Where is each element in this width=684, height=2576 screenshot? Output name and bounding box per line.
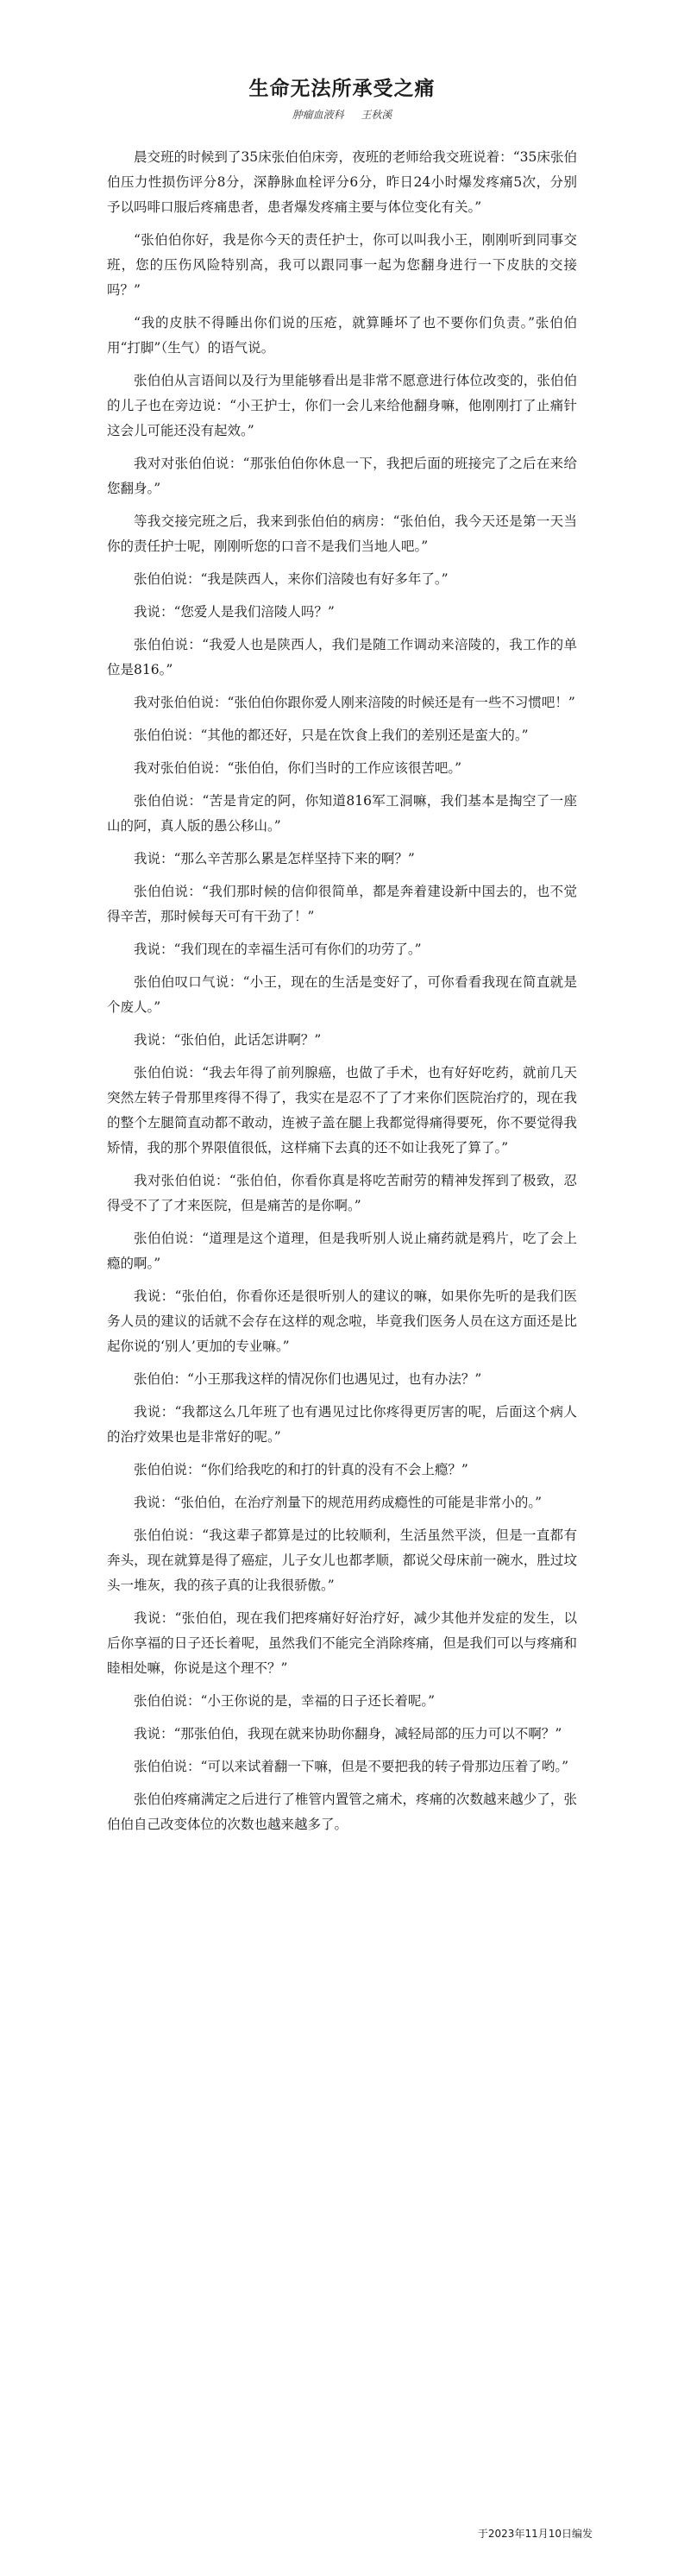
- paragraph: 我说：“您爱人是我们涪陵人吗？”: [134, 604, 335, 620]
- paragraph: 我说：“张伯伯，现在我们把疼痛好好治疗好，减少其他并发症的发生，以后你享福的日子还长着呢，虽然我们不能完全消除疼痛，但是我们可以与疼痛和睦相处嘛，你说是这个理不？”: [107, 1610, 577, 1676]
- article-title: 生命无法所承受之痛: [248, 78, 436, 100]
- paragraph: 张伯伯说：“我是陕西人，来你们涪陵也有好多年了。”: [134, 571, 449, 587]
- paragraph: 张伯伯说：“我爱人也是陕西人，我们是随工作调动来涪陵的，我工作的单位是816。”: [107, 637, 577, 677]
- paragraph: 我说：“那张伯伯，我现在就来协助你翻身，减轻局部的压力可以不啊？”: [134, 1726, 562, 1741]
- paragraph: 张伯伯说：“道理是这个道理，但是我听别人说止痛药就是鸦片，吃了会上瘾的啊。”: [107, 1231, 577, 1271]
- author-name: 王秋溪: [361, 109, 392, 121]
- paragraph: 等我交接完班之后，我来到张伯伯的病房：“张伯伯，我今天还是第一天当你的责任护士呢，刚刚听您的口音不是我们当地人吧。”: [107, 513, 577, 554]
- paragraph: 张伯伯说：“我们那时候的信仰很简单，都是奔着建设新中国去的，也不觉得辛苦，那时候每天可有干劲了！”: [107, 884, 577, 924]
- paragraph: 我说：“张伯伯，此话怎讲啊？”: [134, 1032, 322, 1048]
- publish-date: 于2023年11月10日编发: [477, 2528, 593, 2540]
- paragraph: “我的皮肤不得睡出你们说的压疮，就算睡坏了也不要你们负责。”张伯伯用“打脚”（生气）的语气说。: [107, 315, 577, 356]
- paragraph: 我对张伯伯说：“张伯伯，你看你真是将吃苦耐劳的精神发挥到了极致，忍得受不了了才来医院，但是痛苦的是你啊。”: [107, 1173, 577, 1213]
- paragraph: 我说：“张伯伯，在治疗剂量下的规范用药成瘾性的可能是非常小的。”: [134, 1495, 543, 1510]
- paragraph: 我对张伯伯说：“张伯伯，你们当时的工作应该很苦吧。”: [134, 760, 462, 776]
- paragraph: 晨交班的时候到了35床张伯伯床旁，夜班的老师给我交班说着：“35床张伯伯压力性损伤评分8分，深静脉血栓评分6分，昨日24小时爆发疼痛5次，分别予以吗啡口服后疼痛患者，患者爆发疼痛主要与体位变化有关。”: [107, 149, 577, 215]
- paragraph: 张伯伯叹口气说：“小王，现在的生活是变好了，可你看看我现在简直就是个废人。”: [107, 974, 577, 1015]
- paragraph: 张伯伯从言语间以及行为里能够看出是非常不愿意进行体位改变的，张伯伯的儿子也在旁边说：“小王护士，你们一会儿来给他翻身嘛，他刚刚打了止痛针这会儿可能还没有起效。”: [107, 373, 577, 438]
- paragraph: 张伯伯说：“我这辈子都算是过的比较顺利，生活虽然平淡，但是一直都有奔头，现在就算是得了癌症，儿子女儿也都孝顺，都说父母床前一碗水，胜过坟头一堆灰，我的孩子真的让我很骄傲。”: [107, 1527, 577, 1593]
- article-body: [107, 145, 577, 1845]
- paragraph: 张伯伯说：“其他的都还好，只是在饮食上我们的差别还是蛮大的。”: [134, 727, 529, 743]
- paragraph: 我说：“我们现在的幸福生活可有你们的功劳了。”: [134, 942, 422, 957]
- paragraph: 张伯伯：“小王那我这样的情况你们也遇见过，也有办法？”: [134, 1371, 482, 1387]
- paragraph: 我对张伯伯说：“张伯伯你跟你爱人刚来涪陵的时候还是有一些不习惯吧！”: [134, 695, 575, 710]
- paragraph: 张伯伯说：“可以来试着翻一下嘛，但是不要把我的转子骨那边压着了哟。”: [134, 1759, 569, 1774]
- paragraph: 我说：“我都这么几年班了也有遇见过比你疼得更厉害的呢，后面这个病人的治疗效果也是非常好的呢。”: [107, 1404, 577, 1445]
- paragraph: 我对对张伯伯说：“那张伯伯你休息一下，我把后面的班接完了之后在来给您翻身。”: [107, 456, 577, 496]
- paragraph: 张伯伯说：“你们给我吃的和打的针真的没有不会上瘾？”: [134, 1462, 468, 1477]
- department-name: 肿瘤血液科: [292, 109, 344, 121]
- paragraph: 张伯伯疼痛满定之后进行了椎管内置管之痛术，疼痛的次数越来越少了，张伯伯自己改变体位的次数也越来越多了。: [107, 1792, 577, 1832]
- paragraph: 我说：“张伯伯，你看你还是很听别人的建议的嘛，如果你先听的是我们医务人员的建议的话就不会存在这样的观念啦，毕竟我们医务人员在这方面还是比起你说的‘别人’更加的专业嘛。”: [107, 1288, 577, 1354]
- author-line: [0, 107, 684, 122]
- paragraph: 我说：“那么辛苦那么累是怎样坚持下来的啊？”: [134, 851, 415, 866]
- paragraph: 张伯伯说：“苦是肯定的阿，你知道816军工洞嘛，我们基本是掏空了一座山的阿，真人版的愚公移山。”: [107, 793, 577, 834]
- paragraph: 张伯伯说：“我去年得了前列腺癌，也做了手术，也有好好吃药，就前几天突然左转子骨那里疼得不得了，我实在是忍不了了才来你们医院治疗的，现在我的整个左腿简直动都不敢动，连被子盖在腿上我都觉得痛得要死，你不要觉得我矫情，我的那个界限值很低，这样痛下去真的还不如让我死了算了。”: [107, 1065, 577, 1156]
- paragraph: “张伯伯你好，我是你今天的责任护士，你可以叫我小王，刚刚听到同事交班，您的压伤风险特别高，我可以跟同事一起为您翻身进行一下皮肤的交接吗？”: [107, 232, 577, 298]
- paragraph: 张伯伯说：“小王你说的是，幸福的日子还长着呢。”: [134, 1693, 436, 1709]
